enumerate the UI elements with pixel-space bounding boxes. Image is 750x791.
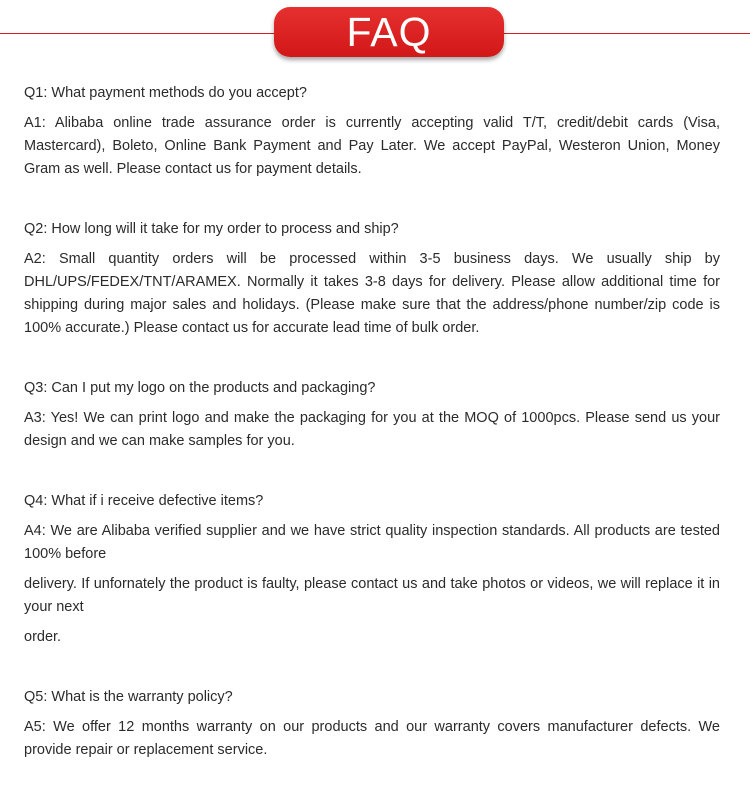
faq-answer: delivery. If unfornately the product is faulty, please contact us and take photos or videos, we will replace it in your next xyxy=(24,576,720,615)
faq-question: Q1: What payment methods do you accept? xyxy=(24,85,307,101)
faq-list xyxy=(24,82,720,762)
faq-answer: A5: We offer 12 months warranty on our products and our warranty covers manufacturer defects. We provide repair or replacement service. xyxy=(24,719,720,758)
faq-answer: order. xyxy=(24,629,62,645)
faq-question: Q3: Can I put my logo on the products and packaging? xyxy=(24,380,376,396)
faq-question: Q5: What is the warranty policy? xyxy=(24,689,233,705)
faq-answer: A3: Yes! We can print logo and make the packaging for you at the MOQ of 1000pcs. Please send us your design and we can make samples for you. xyxy=(24,410,720,449)
faq-question: Q2: How long will it take for my order to process and ship? xyxy=(24,221,399,237)
faq-item-1 xyxy=(24,82,720,181)
faq-item-4 xyxy=(24,490,720,649)
faq-answer: A1: Alibaba online trade assurance order is currently accepting valid T/T, credit/debit cards (Visa, Mastercard), Boleto, Online Bank Payment and Pay Later. We accept PayPal, Westeron Union, Money Gram as well. Please contact us for payment details. xyxy=(24,115,720,177)
faq-answer: A2: Small quantity orders will be processed within 3-5 business days. We usually ship by DHL/UPS/FEDEX/TNT/ARAMEX. Normally it takes 3-8 days for delivery. Please allow additional time for shipping during major sales and holidays. (Please make sure that the address/phone number/zip code is 100% accurate.) Please contact us for accurate lead time of bulk order. xyxy=(24,251,720,336)
faq-header xyxy=(0,0,750,60)
faq-title-badge: FAQ xyxy=(274,7,504,57)
faq-item-3 xyxy=(24,377,720,453)
faq-question: Q4: What if i receive defective items? xyxy=(24,493,264,509)
faq-item-5 xyxy=(24,686,720,762)
faq-answer: A4: We are Alibaba verified supplier and we have strict quality inspection standards. All products are tested 100% before xyxy=(24,523,720,562)
faq-item-2 xyxy=(24,218,720,340)
